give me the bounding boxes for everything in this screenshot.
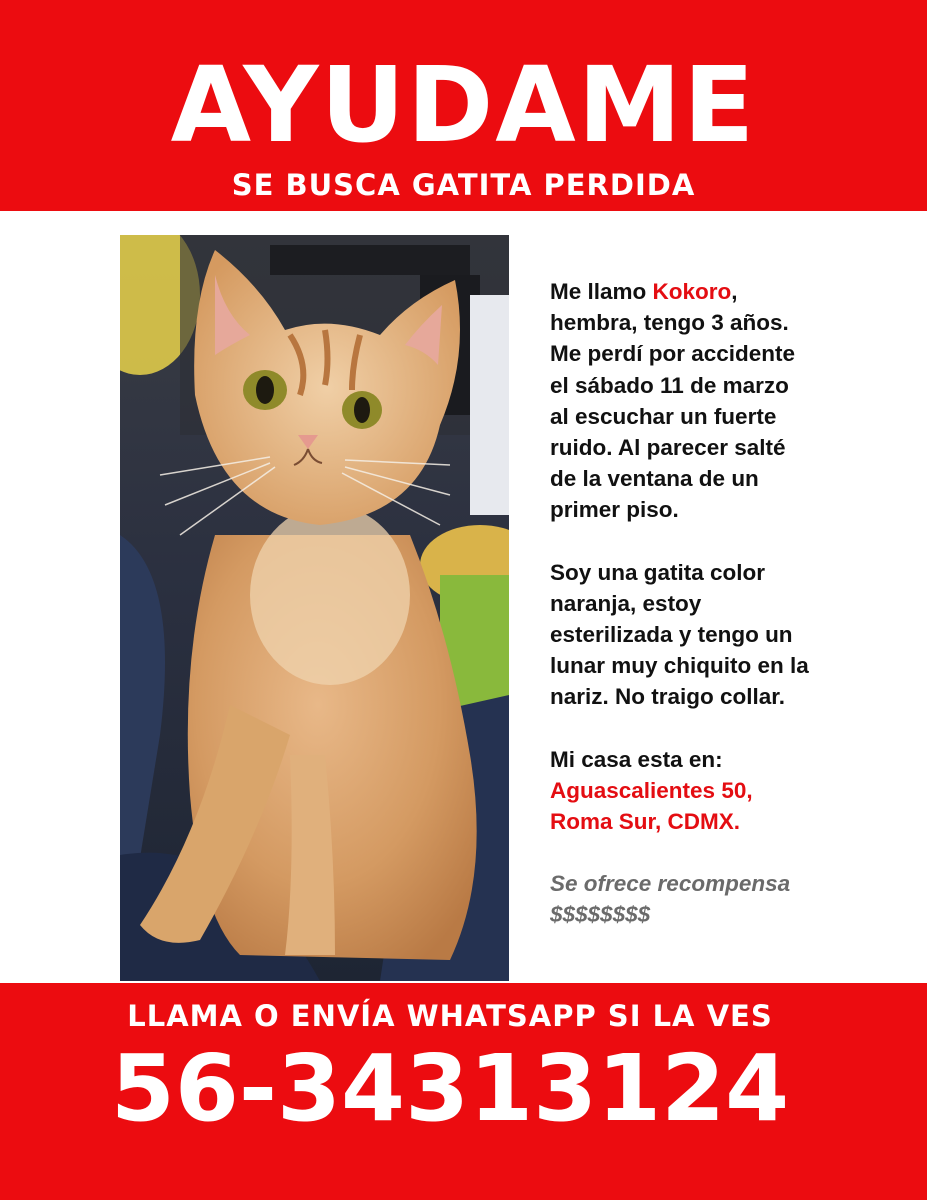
address-line: Aguascalientes 50, [550, 777, 753, 803]
description-line: esterilizada y tengo un [550, 622, 793, 648]
cat-name: Kokoro [652, 279, 732, 304]
reward-amount: $$$$$$$$ [550, 902, 651, 928]
header-banner [0, 0, 927, 211]
cat-illustration [120, 235, 509, 981]
intro-line [550, 276, 910, 307]
footer-banner [0, 983, 927, 1200]
description-line: Soy una gatita color [550, 559, 766, 585]
call-instruction: LLAMA O ENVÍA WHATSAPP SI LA VES [127, 999, 773, 1033]
intro-suffix: , [731, 279, 738, 304]
details-text [550, 276, 910, 931]
intro-prefix: Me llamo [550, 279, 653, 304]
details-line: primer piso. [550, 497, 679, 523]
details-line: Me perdí por accidente [550, 341, 796, 367]
address-line: Roma Sur, CDMX. [550, 809, 741, 835]
description-line: lunar muy chiquito en la [550, 653, 809, 679]
page-title: AYUDAME [170, 44, 757, 166]
details-line: hembra, tengo 3 años. [550, 310, 789, 336]
phone-number: 56-34313124 [110, 1035, 790, 1142]
cat-photo [120, 235, 509, 981]
details-line: al escuchar un fuerte [550, 403, 777, 429]
details-line: de la ventana de un [550, 466, 759, 492]
home-label: Mi casa esta en: [550, 746, 723, 772]
details-line: el sábado 11 de marzo [550, 372, 789, 398]
details-line: ruido. Al parecer salté [550, 435, 786, 461]
reward-text: Se ofrece recompensa [550, 871, 791, 897]
page-subtitle: SE BUSCA GATITA PERDIDA [231, 168, 696, 202]
description-line: nariz. No traigo collar. [550, 684, 786, 710]
description-line: naranja, estoy [550, 590, 702, 616]
